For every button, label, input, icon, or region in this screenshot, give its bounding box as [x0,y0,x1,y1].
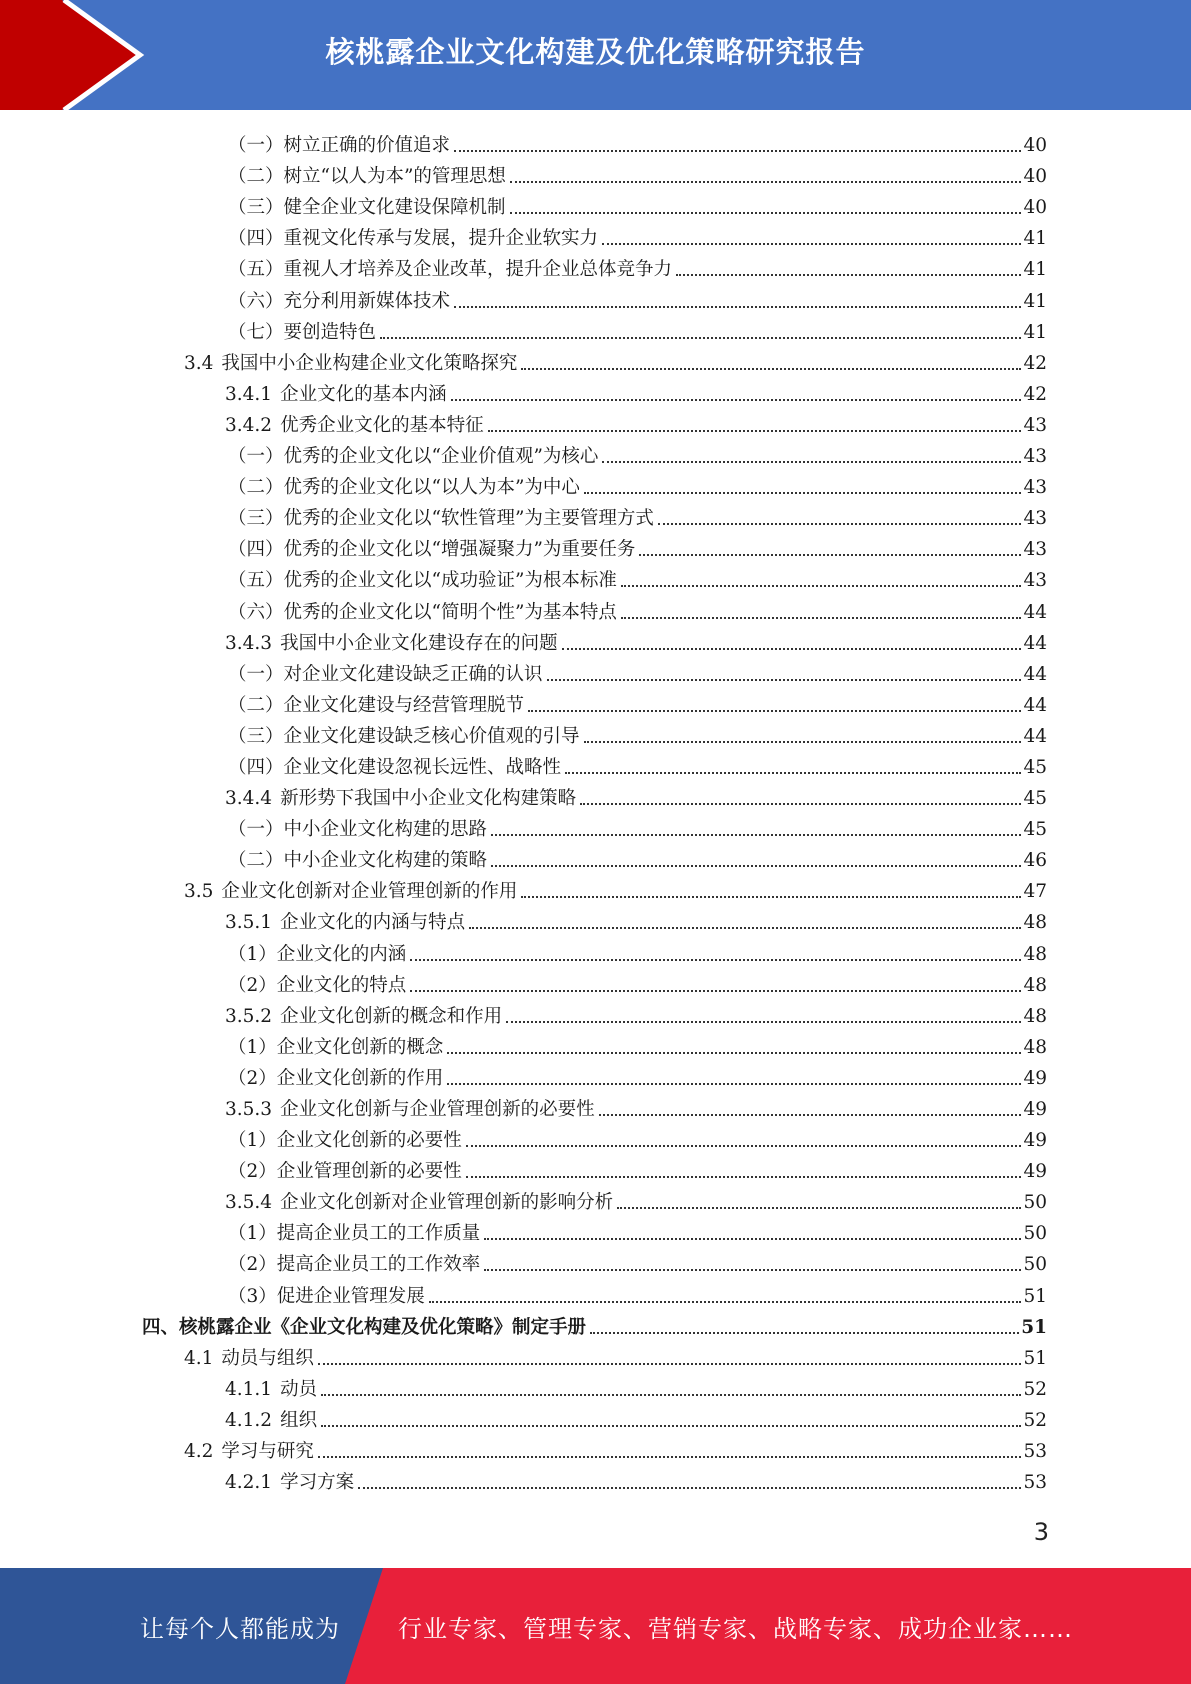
toc-entry-title: 企业文化创新的必要性 [276,1130,462,1152]
toc-entry[interactable] [0,1060,1191,1091]
toc-entry[interactable] [0,967,1191,998]
toc-entry-page: 42 [1023,383,1047,405]
toc-entry-number: （一） [228,819,284,841]
toc-entry-number: （三） [228,508,284,530]
toc-dot-leader [451,399,1022,401]
toc-entry[interactable] [0,1340,1191,1371]
toc-entry-title: 企业文化的基本内涵 [280,383,447,405]
toc-entry-page: 53 [1023,1441,1047,1463]
toc-entry-number: （1） [228,1130,277,1152]
toc-entry-page: 42 [1023,352,1047,374]
toc-dot-leader [621,617,1022,619]
page-number: 3 [1033,1518,1049,1546]
toc-entry-title: 重视人才培养及企业改革，提升企业总体竞争力 [283,259,673,281]
toc-entry[interactable] [0,562,1191,593]
toc-entry[interactable] [0,469,1191,500]
toc-dot-leader [510,212,1022,214]
toc-entry[interactable] [0,873,1191,904]
toc-entry[interactable] [0,314,1191,345]
toc-dot-leader [521,368,1021,370]
footer-slogan-left: 让每个人都能成为 [140,1614,340,1643]
toc-entry-page: 45 [1023,819,1047,841]
toc-dot-leader [484,1238,1021,1240]
toc-dot-leader [521,896,1021,898]
toc-entry-number: 4.2.1 [225,1472,273,1494]
toc-entry-page: 48 [1023,1005,1047,1027]
toc-entry-title: 组织 [280,1409,318,1431]
toc-dot-leader [510,181,1022,183]
toc-entry-page: 50 [1023,1254,1047,1276]
toc-entry-page: 46 [1023,850,1047,872]
toc-entry-number: （二） [228,166,284,188]
toc-entry-page: 41 [1023,228,1047,250]
toc-dot-leader [321,1394,1021,1396]
toc-entry-number: 3.5.4 [225,1192,273,1214]
toc-entry-number: （一） [228,135,284,157]
toc-entry[interactable] [0,687,1191,718]
toc-entry-title: 优秀企业文化的基本特征 [280,414,484,436]
toc-entry-number: （四） [228,756,284,778]
toc-entry[interactable] [0,438,1191,469]
toc-entry-page: 41 [1023,321,1047,343]
toc-entry[interactable] [0,1029,1191,1060]
toc-entry-number: 4.1.1 [225,1378,273,1400]
toc-entry-title: 优秀的企业文化以“成功验证”为根本标准 [283,570,617,592]
toc-entry[interactable] [0,1246,1191,1277]
toc-entry-title: 我国中小企业文化建设存在的问题 [280,632,558,654]
toc-entry-number: （三） [228,197,284,219]
toc-entry[interactable] [0,811,1191,842]
toc-entry-title: 企业文化建设与经营管理脱节 [283,694,525,716]
toc-entry-title: 树立“以人为本”的管理思想 [283,166,506,188]
toc-entry[interactable] [0,656,1191,687]
toc-entry[interactable] [0,1153,1191,1184]
toc-entry-title: 对企业文化建设缺乏正确的认识 [283,663,543,685]
toc-dot-leader [469,927,1021,929]
toc-entry-title: 学习与研究 [221,1441,314,1463]
toc-entry-title: 企业文化建设忽视长远性、战略性 [283,756,562,778]
toc-dot-leader [447,1052,1021,1054]
toc-entry-title: 企业文化的内涵 [276,943,407,965]
toc-entry-number: 四、 [142,1316,180,1338]
toc-entry-number: 3.5.3 [225,1099,273,1120]
toc-dot-leader [528,710,1021,712]
toc-entry-number: 3.5 [184,881,214,903]
toc-entry[interactable] [0,282,1191,313]
toc-entry-number: （六） [228,601,284,623]
toc-entry[interactable] [0,407,1191,438]
toc-entry-title: 企业文化创新对企业管理创新的作用 [221,881,518,903]
toc-dot-leader [447,1083,1021,1085]
toc-dot-leader [466,1145,1022,1147]
toc-entry-title: 要创造特色 [283,321,377,343]
toc-dot-leader [602,243,1021,245]
toc-entry-page: 51 [1023,1347,1047,1369]
toc-dot-leader [488,430,1022,432]
toc-entry-number: （1） [228,1036,277,1058]
toc-entry-number: （2） [228,1254,277,1276]
toc-entry-page: 48 [1023,1036,1047,1058]
document-title: 核桃露企业文化构建及优化策略研究报告 [325,34,866,69]
toc-entry[interactable] [0,842,1191,873]
toc-entry-title: 中小企业文化构建的策略 [283,850,488,872]
toc-entry-page: 50 [1023,1192,1047,1214]
toc-dot-leader [491,865,1021,867]
toc-entry[interactable] [0,749,1191,780]
toc-entry-page: 40 [1023,166,1047,188]
toc-entry-page: 44 [1023,663,1047,685]
toc-entry-number: 3.5.2 [225,1005,273,1027]
toc-entry[interactable] [0,780,1191,811]
toc-entry-title: 企业文化创新的概念和作用 [280,1005,503,1027]
page-header [0,0,1191,110]
toc-entry-number: （四） [228,539,284,561]
toc-entry-page: 43 [1023,446,1047,468]
table-of-contents [0,127,1191,1495]
toc-entry[interactable] [0,1402,1191,1433]
toc-entry-number: 3.4.3 [225,632,273,654]
toc-entry-title: 我国中小企业构建企业文化策略探究 [221,352,518,374]
toc-entry-number: 4.2 [184,1441,214,1463]
toc-entry-title: 企业文化的特点 [276,974,407,996]
toc-entry-number: （二） [228,477,284,499]
toc-dot-leader [580,803,1021,805]
toc-dot-leader [599,1114,1022,1116]
toc-entry-title: 优秀的企业文化以“简明个性”为基本特点 [283,601,617,623]
toc-entry[interactable] [0,220,1191,251]
toc-entry[interactable] [0,251,1191,282]
toc-entry-number: （五） [228,570,284,592]
toc-entry-number: （1） [228,943,277,965]
toc-entry-title: 新形势下我国中小企业文化构建策略 [280,788,577,810]
toc-entry-number: （一） [228,663,284,685]
toc-dot-leader [466,1176,1022,1178]
toc-dot-leader [565,772,1021,774]
toc-entry-title: 核桃露企业《企业文化构建及优化策略》制定手册 [179,1316,587,1338]
toc-entry-page: 49 [1023,1067,1047,1089]
toc-entry-number: （二） [228,850,284,872]
toc-entry-page: 47 [1023,881,1047,903]
toc-dot-leader [358,1487,1021,1489]
toc-dot-leader [506,1021,1021,1023]
toc-entry-title: 健全企业文化建设保障机制 [283,197,506,219]
toc-entry-page: 43 [1023,508,1047,530]
toc-entry-page: 51 [1021,1316,1047,1338]
toc-entry-page: 44 [1023,601,1047,623]
toc-entry-page: 45 [1023,756,1047,778]
toc-entry[interactable] [0,1215,1191,1246]
toc-entry-number: （六） [228,290,284,312]
toc-entry-title: 动员与组织 [221,1347,314,1369]
toc-entry-title: 企业文化的内涵与特点 [280,912,466,934]
toc-dot-leader [318,1363,1022,1365]
toc-entry-number: （一） [228,446,284,468]
toc-entry-page: 43 [1023,570,1047,592]
toc-entry[interactable] [0,1091,1191,1122]
toc-entry[interactable] [0,718,1191,749]
toc-entry-page: 43 [1023,477,1047,499]
toc-entry[interactable] [0,189,1191,220]
toc-dot-leader [590,1332,1019,1334]
toc-entry-page: 44 [1023,725,1047,747]
toc-entry-title: 优秀的企业文化以“软性管理”为主要管理方式 [283,508,654,530]
toc-entry-page: 50 [1023,1223,1047,1245]
toc-dot-leader [380,337,1021,339]
toc-dot-leader [562,648,1022,650]
toc-dot-leader [621,585,1022,587]
toc-entry-number: （二） [228,694,284,716]
toc-entry-number: （1） [228,1223,277,1245]
toc-dot-leader [602,461,1021,463]
toc-dot-leader [491,834,1021,836]
toc-entry-number: （四） [228,228,284,250]
toc-entry-title: 优秀的企业文化以“增强凝聚力”为重要任务 [283,539,636,561]
chevron-decoration-icon [0,0,160,110]
toc-entry-number: 3.4 [184,352,214,374]
toc-dot-leader [658,523,1022,525]
toc-dot-leader [617,1207,1021,1209]
toc-entry[interactable] [0,1433,1191,1464]
toc-entry-title: 提高企业员工的工作质量 [276,1223,481,1245]
toc-entry-number: （三） [228,725,284,747]
toc-entry-page: 43 [1023,414,1047,436]
toc-entry-number: 3.4.4 [225,788,273,810]
toc-entry[interactable] [0,1277,1191,1308]
toc-entry-title: 企业文化创新的概念 [276,1036,444,1058]
toc-entry-page: 44 [1023,694,1047,716]
toc-entry-title: 提高企业员工的工作效率 [276,1254,481,1276]
toc-dot-leader [318,1456,1022,1458]
toc-entry-title: 学习方案 [280,1472,355,1494]
toc-dot-leader [584,741,1022,743]
toc-entry-page: 43 [1023,539,1047,561]
toc-entry[interactable] [0,904,1191,935]
toc-entry-page: 52 [1023,1409,1047,1431]
page-footer [0,1568,1191,1684]
toc-entry-page: 51 [1023,1285,1047,1307]
toc-entry-page: 45 [1023,788,1047,810]
toc-entry-title: 充分利用新媒体技术 [283,290,451,312]
toc-entry[interactable] [0,376,1191,407]
toc-dot-leader [547,679,1022,681]
toc-entry[interactable] [0,1122,1191,1153]
toc-entry-number: 3.4.2 [225,414,273,436]
toc-dot-leader [454,306,1021,308]
toc-entry[interactable] [0,1184,1191,1215]
toc-entry-page: 41 [1023,259,1047,281]
toc-dot-leader [639,554,1021,556]
toc-entry-title: 中小企业文化构建的思路 [283,819,488,841]
toc-entry[interactable] [0,593,1191,624]
toc-entry-title: 优秀的企业文化以“企业价值观”为核心 [283,446,599,468]
toc-entry[interactable] [0,158,1191,189]
toc-dot-leader [429,1301,1022,1303]
toc-entry-page: 49 [1023,1099,1047,1120]
toc-entry-page: 41 [1023,290,1047,312]
toc-entry-number: 3.4.1 [225,383,273,405]
toc-entry-page: 49 [1023,1161,1047,1183]
toc-dot-leader [584,492,1022,494]
toc-dot-leader [410,959,1021,961]
toc-entry-number: （2） [228,974,277,996]
toc-entry-title: 企业文化创新对企业管理创新的影响分析 [280,1192,614,1214]
toc-entry-number: （2） [228,1067,277,1089]
toc-entry-number: 3.5.1 [225,912,273,934]
toc-entry-title: 优秀的企业文化以“以人为本”为中心 [283,477,580,499]
toc-entry-page: 48 [1023,974,1047,996]
toc-entry-number: 4.1.2 [225,1409,273,1431]
toc-entry[interactable] [0,625,1191,656]
toc-dot-leader [410,990,1021,992]
toc-entry[interactable] [0,127,1191,158]
toc-entry-title: 重视文化传承与发展，提升企业软实力 [283,228,599,250]
toc-entry-page: 53 [1023,1472,1047,1494]
toc-dot-leader [484,1269,1021,1271]
toc-entry-page: 40 [1023,197,1047,219]
toc-entry-page: 40 [1023,135,1047,157]
toc-entry-number: （五） [228,259,284,281]
toc-entry[interactable] [0,998,1191,1029]
toc-entry[interactable] [0,500,1191,531]
toc-entry-number: （七） [228,321,284,343]
toc-entry-title: 企业管理创新的必要性 [276,1161,462,1183]
toc-dot-leader [676,274,1021,276]
toc-entry-title: 促进企业管理发展 [276,1285,425,1307]
toc-entry[interactable] [0,1371,1191,1402]
toc-entry-page: 48 [1023,943,1047,965]
toc-entry-number: 4.1 [184,1347,214,1369]
toc-entry-page: 49 [1023,1130,1047,1152]
toc-entry[interactable] [0,345,1191,376]
toc-entry-number: （2） [228,1161,277,1183]
toc-dot-leader [321,1425,1021,1427]
toc-dot-leader [454,150,1021,152]
toc-entry-page: 44 [1023,632,1047,654]
toc-entry-title: 树立正确的价值追求 [283,135,451,157]
toc-entry[interactable] [0,1309,1191,1340]
toc-entry-title: 动员 [280,1378,318,1400]
toc-entry[interactable] [0,531,1191,562]
toc-entry-page: 48 [1023,912,1047,934]
toc-entry[interactable] [0,935,1191,966]
toc-entry-number: （3） [228,1285,277,1307]
toc-entry-title: 企业文化建设缺乏核心价值观的引导 [283,725,580,747]
toc-entry[interactable] [0,1464,1191,1495]
toc-entry-title: 企业文化创新与企业管理创新的必要性 [280,1099,595,1120]
footer-slogan-right: 行业专家、管理专家、营销专家、战略专家、成功企业家…… [398,1614,1073,1643]
toc-entry-page: 52 [1023,1378,1047,1400]
toc-entry-title: 企业文化创新的作用 [276,1067,444,1089]
